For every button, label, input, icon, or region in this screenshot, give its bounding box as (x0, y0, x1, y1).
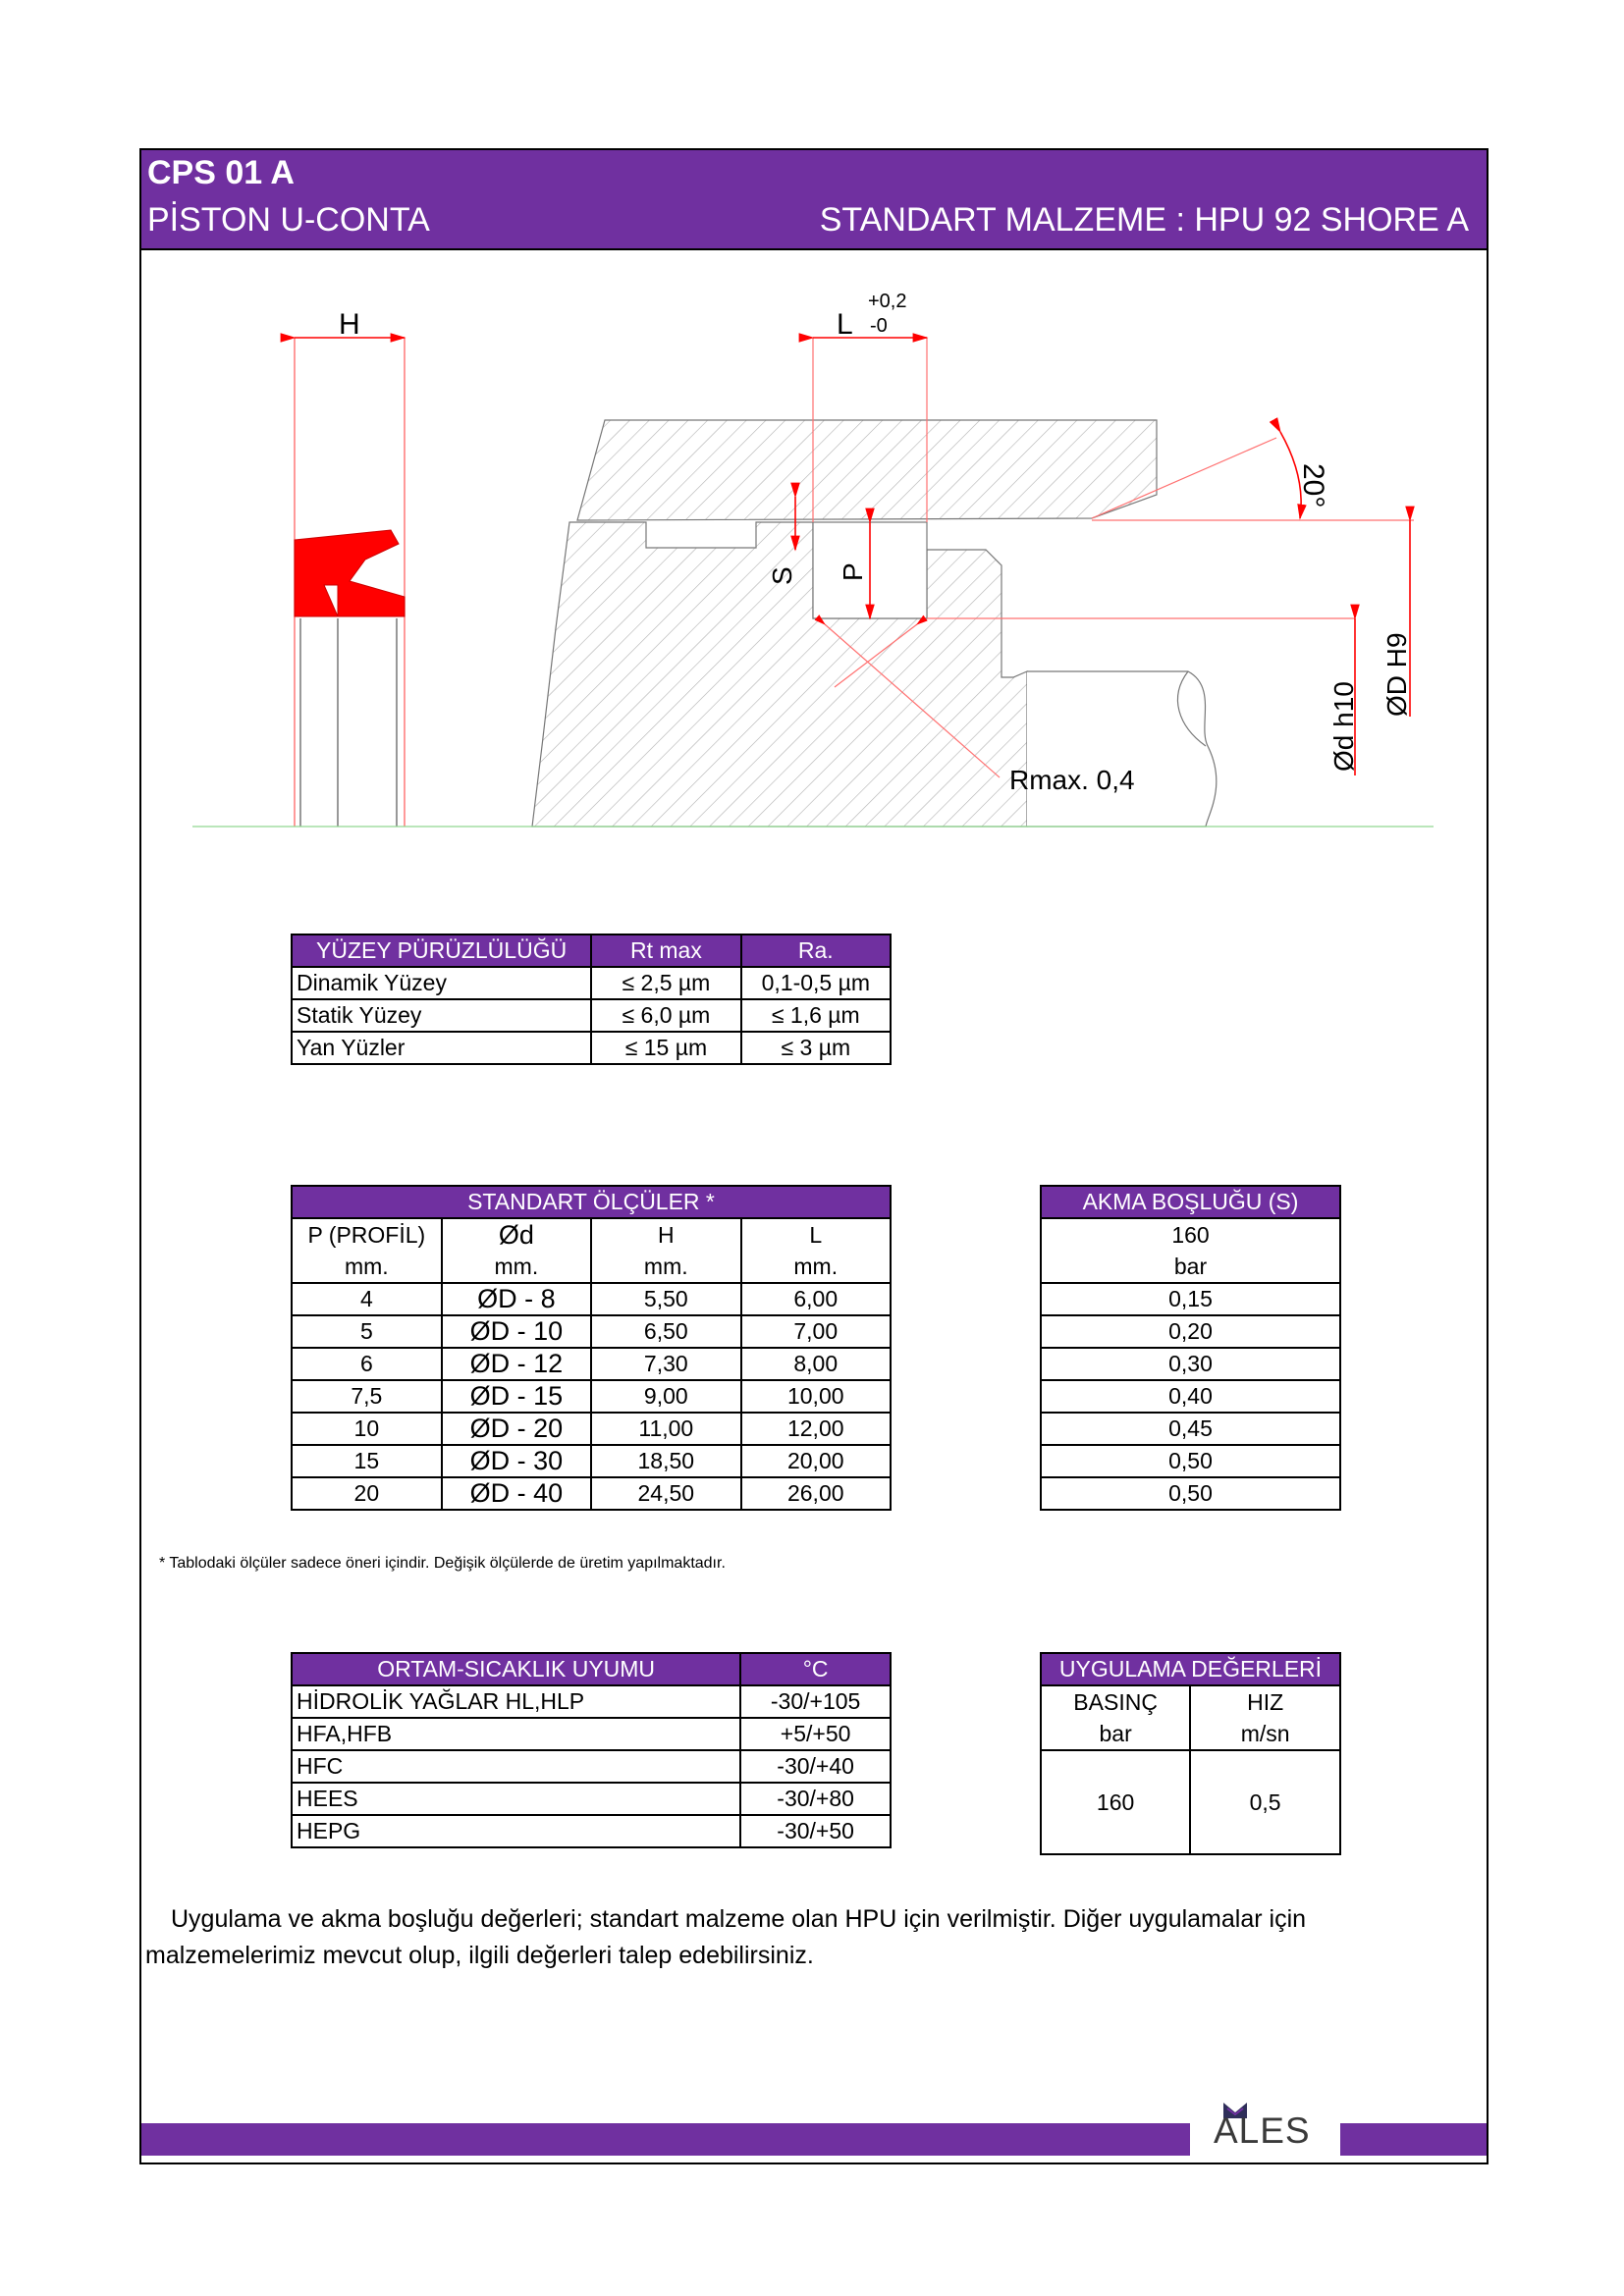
table-row (1041, 1413, 1340, 1445)
table-row (292, 1718, 891, 1750)
footnote: * Tablodaki ölçüler sadece öneri içindir. Değişik ölçülerde de üretim yapılmaktadır. (159, 1555, 726, 1572)
table-cell: 24,50 (591, 1477, 740, 1510)
table-cell: ØD - 8 (442, 1283, 591, 1315)
table-cell: 0,15 (1041, 1283, 1340, 1315)
table-row (292, 1218, 891, 1251)
table-cell: 0,30 (1041, 1348, 1340, 1380)
table-cell: ØD - 40 (442, 1477, 591, 1510)
table-cell: 10 (292, 1413, 442, 1445)
table-cell: m/sn (1190, 1718, 1340, 1750)
application-values-table (1040, 1652, 1341, 1855)
application-table-title: UYGULAMA DEĞERLERİ (1041, 1653, 1340, 1685)
angle-label: 20° (1297, 463, 1329, 508)
media-header-1: °C (740, 1653, 891, 1685)
dim-S-label: S (767, 566, 797, 585)
table-cell: -30/+105 (740, 1685, 891, 1718)
table-cell: 20 (292, 1477, 442, 1510)
info-paragraph: Uygulama ve akma boşluğu değerleri; standart malzeme olan HPU için verilmiştir. Diğer uygulamalar için malzemelerimiz mevcut olup, ilgili değerleri talep edebilirsiniz. (145, 1905, 1307, 1969)
table-cell: -30/+40 (740, 1750, 891, 1783)
product-code: CPS 01 A (147, 154, 295, 191)
table-cell: 12,00 (741, 1413, 891, 1445)
table-row (292, 1032, 891, 1064)
table-cell: -30/+50 (740, 1815, 891, 1847)
table-cell: ≤ 2,5 µm (591, 967, 740, 999)
table-row (292, 1783, 891, 1815)
table-cell: 0,50 (1041, 1477, 1340, 1510)
dim-H-label: H (339, 308, 360, 341)
technical-drawing (0, 0, 1624, 883)
table-cell: Ød (442, 1218, 591, 1251)
table-cell: HFA,HFB (292, 1718, 740, 1750)
surface-header-2: Ra. (741, 934, 891, 967)
table-cell: 0,40 (1041, 1380, 1340, 1413)
table-row (1041, 1380, 1340, 1413)
table-row (292, 1380, 891, 1413)
standard-table-title: STANDART ÖLÇÜLER * (292, 1186, 891, 1218)
seal-side-view (295, 308, 405, 827)
table-cell: mm. (442, 1251, 591, 1283)
table-cell: Yan Yüzler (292, 1032, 591, 1064)
table-cell: BASINÇ (1041, 1685, 1190, 1718)
u-seal-profile (295, 530, 405, 616)
table-row (1041, 1348, 1340, 1380)
extrusion-table-title: AKMA BOŞLUĞU (S) (1041, 1186, 1340, 1218)
table-row (292, 1413, 891, 1445)
table-cell: ≤ 3 µm (741, 1032, 891, 1064)
table-cell: 7,30 (591, 1348, 740, 1380)
table-row (292, 1251, 891, 1283)
dim-d-label: Ød h10 (1328, 681, 1359, 772)
table-cell: +5/+50 (740, 1718, 891, 1750)
table-cell: 26,00 (741, 1477, 891, 1510)
table-cell: 6,00 (741, 1283, 891, 1315)
table-row (1041, 1750, 1340, 1854)
table-cell: HFC (292, 1750, 740, 1783)
table-cell: 6 (292, 1348, 442, 1380)
dim-diameters (1328, 520, 1412, 775)
tolerance-minus: -0 (870, 315, 888, 337)
table-row (292, 1750, 891, 1783)
table-cell: 0,5 (1190, 1750, 1340, 1854)
table-cell: mm. (292, 1251, 442, 1283)
extrusion-gap-table (1040, 1185, 1341, 1511)
table-cell: 18,50 (591, 1445, 740, 1477)
table-cell: ØD - 20 (442, 1413, 591, 1445)
table-cell: 8,00 (741, 1348, 891, 1380)
standard-dimensions-table (291, 1185, 892, 1511)
table-cell: 10,00 (741, 1380, 891, 1413)
table-cell: 0,20 (1041, 1315, 1340, 1348)
table-row (292, 999, 891, 1032)
table-cell: mm. (591, 1251, 740, 1283)
product-subtitle: PİSTON U-CONTA (147, 201, 430, 239)
table-cell: 15 (292, 1445, 442, 1477)
cylinder-housing (577, 420, 1157, 520)
table-cell: 0,1-0,5 µm (741, 967, 891, 999)
table-cell: HİDROLİK YAĞLAR HL,HLP (292, 1685, 740, 1718)
footer-bar-right (1340, 2123, 1487, 2156)
table-cell: ≤ 1,6 µm (741, 999, 891, 1032)
table-cell: HEES (292, 1783, 740, 1815)
table-cell: 6,50 (591, 1315, 740, 1348)
table-cell: 5 (292, 1315, 442, 1348)
table-cell: 9,00 (591, 1380, 740, 1413)
dim-L-label: L (837, 308, 853, 341)
table-cell: ØD - 12 (442, 1348, 591, 1380)
table-cell: 160 (1041, 1750, 1190, 1854)
table-cell: ≤ 6,0 µm (591, 999, 740, 1032)
table-cell: Statik Yüzey (292, 999, 591, 1032)
dim-P-label: P (838, 562, 868, 581)
table-cell: Dinamik Yüzey (292, 967, 591, 999)
table-cell: ≤ 15 µm (591, 1032, 740, 1064)
tolerance-plus: +0,2 (868, 291, 907, 312)
media-header-0: ORTAM-SICAKLIK UYUMU (292, 1653, 740, 1685)
table-row (292, 1445, 891, 1477)
surface-header-1: Rt max (591, 934, 740, 967)
table-row (1041, 1477, 1340, 1510)
table-cell: bar (1041, 1251, 1340, 1283)
table-row (292, 1685, 891, 1718)
table-row (1041, 1685, 1340, 1718)
table-cell: P (PROFİL) (292, 1218, 442, 1251)
radius-label: Rmax. 0,4 (1009, 765, 1135, 795)
table-row (292, 1815, 891, 1847)
table-cell: L (741, 1218, 891, 1251)
table-cell: -30/+80 (740, 1783, 891, 1815)
table-row (1041, 1315, 1340, 1348)
table-row (1041, 1718, 1340, 1750)
table-row (292, 1477, 891, 1510)
footer-bar-left (141, 2123, 1190, 2156)
table-row (292, 967, 891, 999)
table-cell: 0,50 (1041, 1445, 1340, 1477)
table-cell: mm. (741, 1251, 891, 1283)
surface-roughness-table (291, 934, 892, 1065)
table-cell: bar (1041, 1718, 1190, 1750)
table-cell: 0,45 (1041, 1413, 1340, 1445)
surface-header-0: YÜZEY PÜRÜZLÜLÜĞÜ (292, 934, 591, 967)
table-row (292, 1283, 891, 1315)
table-cell: ØD - 30 (442, 1445, 591, 1477)
table-cell: 4 (292, 1283, 442, 1315)
table-cell: 7,00 (741, 1315, 891, 1348)
table-cell: H (591, 1218, 740, 1251)
dim-D-label: ØD H9 (1381, 632, 1412, 717)
table-row (1041, 1251, 1340, 1283)
table-row (1041, 1445, 1340, 1477)
table-cell: 160 (1041, 1218, 1340, 1251)
table-row (1041, 1218, 1340, 1251)
table-cell: 5,50 (591, 1283, 740, 1315)
table-cell: 7,5 (292, 1380, 442, 1413)
table-row (292, 1315, 891, 1348)
table-row (1041, 1283, 1340, 1315)
table-cell: 11,00 (591, 1413, 740, 1445)
media-temperature-table (291, 1652, 892, 1848)
table-cell: HIZ (1190, 1685, 1340, 1718)
table-cell: ØD - 15 (442, 1380, 591, 1413)
table-cell: HEPG (292, 1815, 740, 1847)
standard-material: STANDART MALZEME : HPU 92 SHORE A (819, 201, 1469, 239)
table-cell: 20,00 (741, 1445, 891, 1477)
table-cell: ØD - 10 (442, 1315, 591, 1348)
logo-text: ALES (1214, 2110, 1311, 2151)
table-row (292, 1348, 891, 1380)
